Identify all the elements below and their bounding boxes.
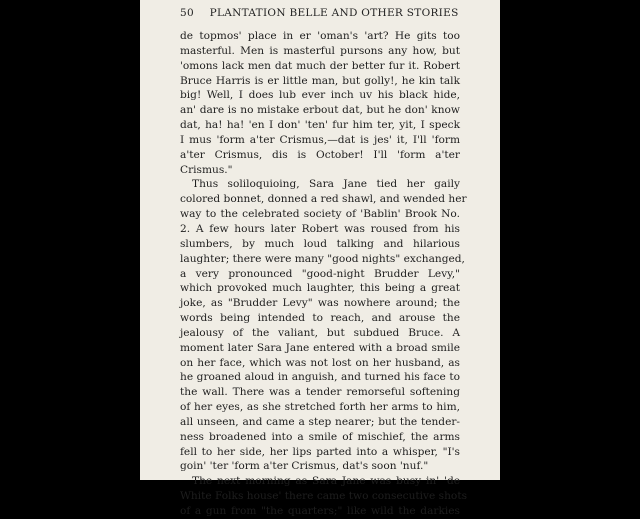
page-header — [180, 7, 459, 19]
text-line: Crismus." — [180, 163, 233, 176]
text-line: which provoked much laughter, this being a great — [180, 282, 460, 295]
text-line: moment later Sara Jane entered with a broad smile — [180, 341, 460, 354]
text-line: big! Well, I does lub ever inch uv his black hide, — [180, 89, 460, 102]
text-line: goin' 'ter 'form a'ter Crismus, dat's soon 'nuf." — [180, 460, 429, 473]
text-line: way to the celebrated society of 'Bablin' Brook No. — [180, 208, 460, 221]
text-line: White Folks house' there came two consecutive shots — [180, 490, 468, 503]
text-line: 'omons lack men dat much der better fur it. Robert — [180, 59, 460, 72]
text-line: on her face, which was not lost on her husband, as — [180, 356, 460, 369]
book-page — [140, 0, 500, 517]
text-line: a'ter Crismus, dis is October! I'll 'form a'ter — [180, 148, 460, 161]
text-line: of a gun from "the quarters;" like wild the darkies — [180, 505, 460, 517]
text-line: masterful. Men is masterful pursons any how, but — [180, 44, 460, 57]
text-line: Thus soliloquioing, Sara Jane tied her gaily — [192, 178, 460, 191]
text-line: an' dare is no mistake erbout dat, but he don' know — [180, 104, 460, 117]
text-line: all unseen, and came a step nearer; but the tender- — [180, 415, 460, 428]
body-text — [180, 29, 468, 519]
text-line: dat, ha! ha! 'en I don' 'ten' fur him ter, yit, I speck — [180, 119, 460, 132]
text-line: of her eyes, as she stretched forth her arms to him, — [180, 401, 460, 414]
text-line: fell to her side, her lips parted into a whisper, "I's — [180, 445, 460, 458]
text-line: a very pronounced "good-night Brudder Levy," — [180, 267, 460, 280]
text-line: the wall. There was a tender remorseful softening — [180, 386, 460, 399]
text-line: laughter; there were many "good nights" exchanged, — [180, 252, 465, 265]
text-line: Bruce Harris is er little man, but golly!, he kin talk — [180, 74, 460, 87]
text-line: The next morning as Sara Jane was busy in' 'de — [192, 475, 460, 488]
text-line: slumbers, by much loud talking and hilarious — [180, 237, 460, 250]
text-line: 2. A few hours later Robert was roused from his — [180, 222, 460, 235]
text-line: I mus 'form a'ter Crismus,—dat is jes' it, I'll 'form — [180, 133, 460, 146]
running-title: PLANTATION BELLE AND OTHER STORIES — [209, 7, 459, 19]
text-line: colored bonnet, donned a red shawl, and wended her — [180, 193, 467, 206]
text-line: he groaned aloud in anguish, and turned his face to — [180, 371, 460, 384]
text-line: jealousy of the valiant, but subdued Bruce. A — [180, 326, 460, 339]
text-line: words being intended to reach, and arouse the — [180, 312, 460, 325]
text-line: de topmos' place in er 'oman's 'art? He gits too — [180, 30, 460, 42]
page-number: 50 — [180, 7, 194, 19]
text-line: joke, as "Brudder Levy" was nowhere around; the — [180, 297, 460, 310]
text-line: ness broadened into a smile of mischief, the arms — [180, 430, 460, 443]
